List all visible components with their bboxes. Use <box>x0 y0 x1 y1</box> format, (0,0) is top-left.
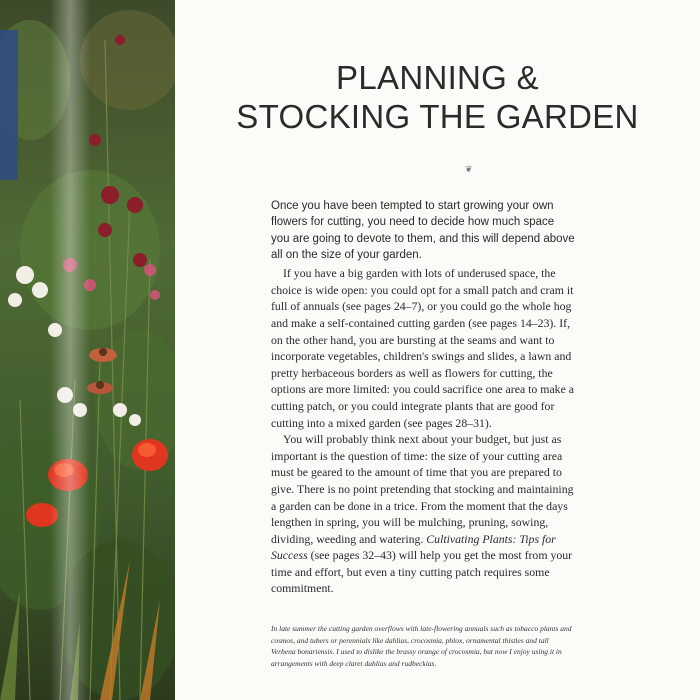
page-title <box>175 58 700 136</box>
body-paragraph-2 <box>271 431 575 597</box>
body-paragraph-1: If you have a big garden with lots of underused space, the choice is wide open: you could opt for a small patch and cram it full of annuals (see pages 24–7), or you could go the whole hog and make a self-contained cutting garden (see pages 14–23). If, on the other hand, you are bursting at the seams and want to incorporate vegetables, children's swings and slides, a lawn and pretty herbaceous borders as well as flowers for cutting, the options are more limited: you could sacrifice one area to make a cutting patch, or you could integrate plants that are good for cutting into a mixed garden (see pages 28–31). <box>271 266 574 430</box>
intro-paragraph: Once you have been tempted to start growing your own flowers for cutting, you need to decide how much space you are going to devote to them, and this will depend above all on the size of your garden. <box>271 200 575 261</box>
para2-end: (see pages 32–43) will help you get the most from your time and effort, but even a tiny cutting patch requires some commitment. <box>271 548 573 596</box>
cross-reference-title: Cultivating Plants: Tips for Success <box>271 531 556 563</box>
photo-caption: In late summer the cutting garden overflows with late-flowering annuals such as tobacco plants and cosmos, and tubers or perennials like dahlias, crocosmia, phlox, ornamental thistles and tall Verbena bonariensis. I used to dislike the brassy orange of crocosmia, but now I enjoy using it in arrangements with deep claret dahlias and rudbeckias. <box>271 624 572 668</box>
title-line-1: PLANNING & <box>336 59 539 96</box>
text-page <box>175 0 700 700</box>
garden-photo <box>0 0 175 700</box>
para2-start: You will probably think next about your budget, but just as important is the question of time: the size of your cutting area must be geared to the amount of time that you are prepared to give. There is no point pretending that stocking and maintaining a garden can be done in a trice. From the moment that the days lengthen in spring, you will be mulching, pruning, sowing, dividing, weeding and watering. <box>271 432 574 546</box>
title-line-2: STOCKING THE GARDEN <box>236 98 639 135</box>
article-body <box>271 198 575 597</box>
flower-ornament-icon: ❦ <box>465 165 473 175</box>
garden-photo-illustration <box>0 0 175 700</box>
